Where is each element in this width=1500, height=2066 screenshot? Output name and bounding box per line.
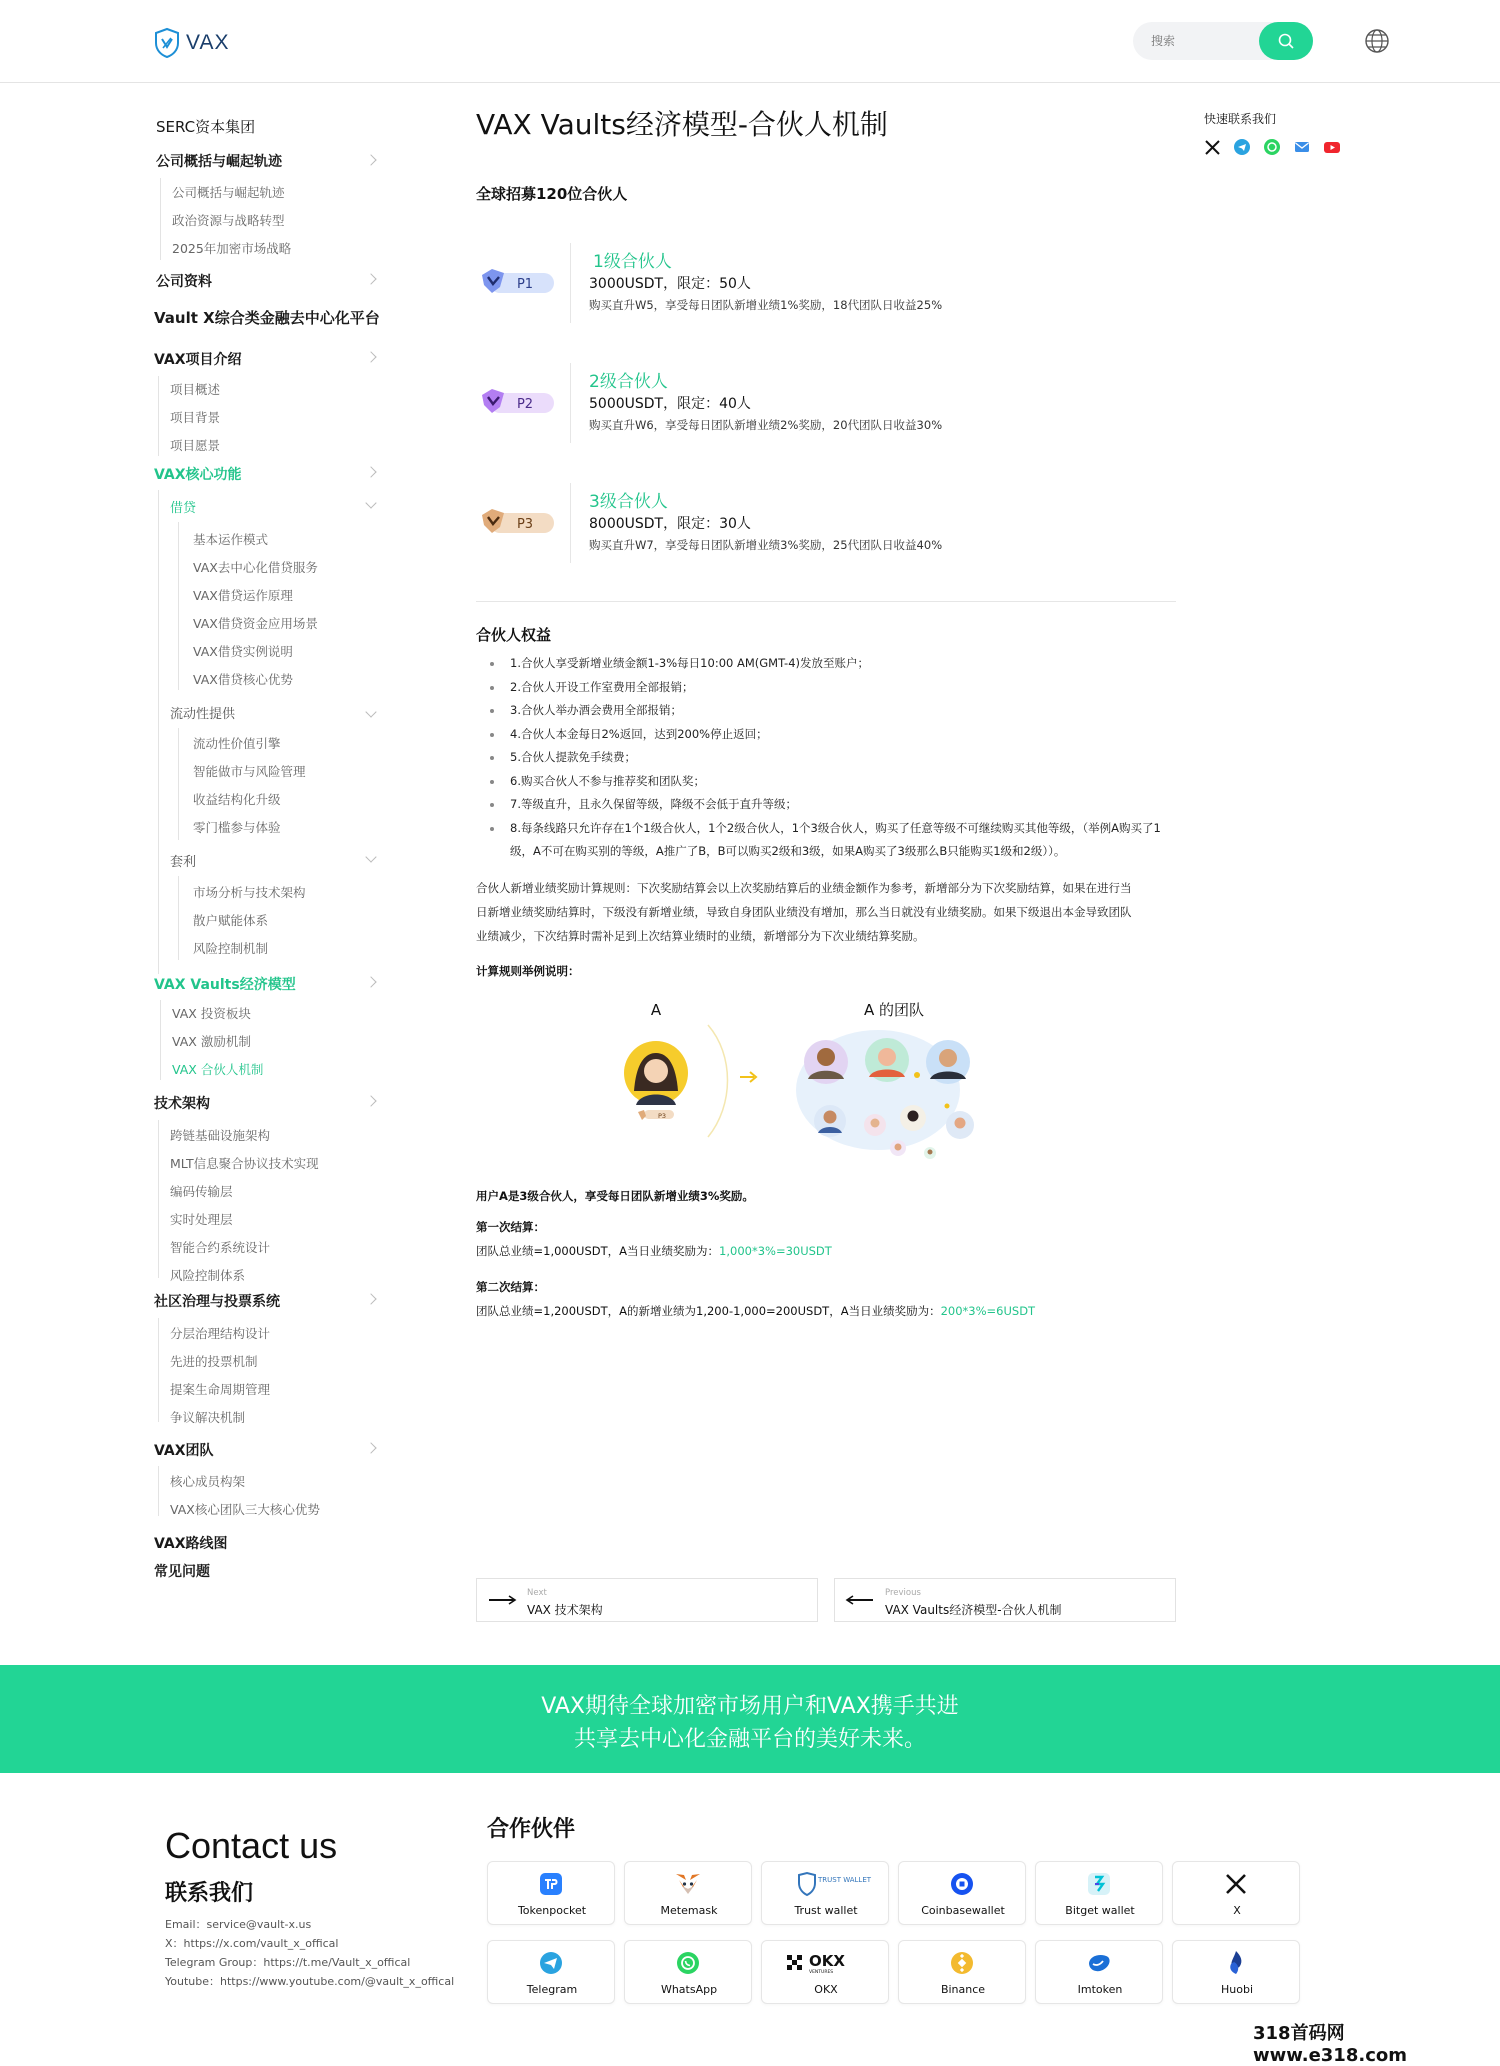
sidebar-subitem[interactable]: 散户赋能体系 xyxy=(193,913,269,928)
chevron-right-icon[interactable] xyxy=(365,154,376,165)
sidebar-item-vax-intro[interactable]: VAX项目介绍 xyxy=(154,352,242,368)
section-divider xyxy=(476,601,1176,602)
rights-item: 4.合伙人本金每日2%返回，达到200%停止返回； xyxy=(476,723,1176,747)
trust-wallet-logo-text: TRUST WALLET xyxy=(818,1876,872,1884)
tree-line xyxy=(158,1318,159,1422)
sidebar-subitem[interactable]: VAX借贷运作原理 xyxy=(193,588,293,603)
banner-line-1: VAX期待全球加密市场用户和VAX携手共进 xyxy=(541,1694,959,1719)
rights-item: 1.合伙人享受新增业绩金额1-3%每日10:00 AM(GMT-4)发放至账户； xyxy=(476,652,1176,676)
arrow-right-icon xyxy=(740,1072,756,1082)
team-avatar xyxy=(804,1040,848,1084)
arrow-right-head-icon xyxy=(507,1595,517,1605)
tree-line xyxy=(178,876,179,960)
sidebar-item-liquidity[interactable]: 流动性提供 xyxy=(170,707,236,722)
sidebar-subitem[interactable]: 分层治理结构设计 xyxy=(170,1326,271,1341)
partner-label: WhatsApp xyxy=(660,1983,718,1996)
example-intro: 用户A是3级合伙人，享受每日团队新增业绩3%奖励。 xyxy=(476,1189,754,1203)
sidebar-subitem[interactable]: 争议解决机制 xyxy=(170,1410,246,1425)
sidebar-subitem[interactable]: VAX核心团队三大核心优势 xyxy=(170,1502,320,1517)
second-settlement-line xyxy=(476,1303,1035,1319)
cta-banner xyxy=(0,1665,1500,1773)
binance-icon xyxy=(949,1950,975,1976)
next-page-link[interactable] xyxy=(476,1578,818,1622)
tier-divider xyxy=(570,243,571,323)
telegram-icon xyxy=(538,1950,564,1976)
tier-price: 3000USDT，限定：50人 xyxy=(589,276,751,292)
sidebar-item-faq[interactable]: 常见问题 xyxy=(154,1564,210,1580)
chevron-right-icon[interactable] xyxy=(365,1095,376,1106)
partner-card-metemask[interactable] xyxy=(624,1861,752,1925)
calc-heading: 计算规则举例说明： xyxy=(476,964,580,978)
tier-badge-label: P3 xyxy=(516,517,534,532)
tier-price: 8000USDT，限定：30人 xyxy=(589,516,751,532)
rights-item: 7.等级直升，且永久保留等级，降级不会低于直升等级； xyxy=(476,793,1176,817)
team-avatar xyxy=(890,1140,906,1156)
chevron-right-icon[interactable] xyxy=(365,466,376,477)
sidebar-subitem[interactable]: 政治资源与战略转型 xyxy=(172,213,285,228)
sidebar-subitem[interactable]: 流动性价值引擎 xyxy=(193,736,281,751)
x-icon xyxy=(1223,1871,1249,1897)
sidebar-subitem[interactable]: 2025年加密市场战略 xyxy=(172,241,292,256)
sidebar-subitem[interactable]: 风险控制体系 xyxy=(170,1268,246,1283)
sidebar-subitem[interactable]: 风险控制机制 xyxy=(193,941,269,956)
sidebar-subitem[interactable]: 基本运作模式 xyxy=(193,532,269,547)
youtube-icon[interactable] xyxy=(1324,139,1340,155)
team-avatar xyxy=(926,1040,970,1084)
search-bar xyxy=(1133,22,1313,60)
coinbase-wallet-icon xyxy=(949,1871,975,1897)
sidebar-subitem[interactable]: 智能做市与风险管理 xyxy=(193,764,306,779)
partner-card-trust-wallet[interactable] xyxy=(761,1861,889,1925)
diagram-badge-label: P3 xyxy=(657,1112,667,1120)
tree-line xyxy=(178,728,179,840)
arrow-left-icon xyxy=(847,1599,873,1601)
tier-badge-p1 xyxy=(480,265,556,299)
sidebar-subitem[interactable]: VAX去中心化借贷服务 xyxy=(193,560,318,575)
sidebar-subitem[interactable]: 市场分析与技术架构 xyxy=(193,885,306,900)
okx-icon xyxy=(787,1950,863,1976)
huobi-icon xyxy=(1223,1950,1249,1976)
diagram-team-label: A 的团队 xyxy=(863,1001,925,1019)
sidebar-subitem[interactable]: VAX 激励机制 xyxy=(172,1034,251,1049)
quick-contact-icons xyxy=(1204,139,1340,155)
sidebar-item-governance[interactable]: 社区治理与投票系统 xyxy=(154,1294,280,1310)
second-settlement-title: 第二次结算： xyxy=(476,1280,545,1294)
rights-item: 5.合伙人提款免手续费； xyxy=(476,746,1176,770)
partner-label: Coinbasewallet xyxy=(921,1904,1005,1917)
sidebar-subitem[interactable]: 公司概括与崛起轨迹 xyxy=(172,185,285,200)
search-icon xyxy=(1277,32,1295,50)
sidebar-subitem[interactable]: VAX借贷资金应用场景 xyxy=(193,616,318,631)
tokenpocket-icon xyxy=(538,1871,564,1897)
second-settlement-text: 团队总业绩=1,200USDT，A的新增业绩为1,200-1,000=200USDT，A当日业绩奖励为： xyxy=(476,1304,941,1318)
tier-desc: 购买直升W7，享受每日团队新增业绩3%奖励，25代团队日收益40% xyxy=(589,538,943,552)
tier-desc: 购买直升W5，享受每日团队新增业绩1%奖励，18代团队日收益25% xyxy=(589,298,943,312)
search-input[interactable] xyxy=(1151,22,1271,60)
partner-card-telegram[interactable] xyxy=(487,1940,615,2004)
previous-page-link[interactable] xyxy=(834,1578,1176,1622)
sidebar-item-tech[interactable]: 技术架构 xyxy=(154,1096,210,1112)
sidebar-subitem[interactable]: 实时处理层 xyxy=(170,1212,233,1227)
x-icon[interactable] xyxy=(1204,139,1220,155)
partner-label: Metemask xyxy=(660,1904,718,1917)
team-avatar xyxy=(900,1105,926,1131)
sidebar-subitem[interactable]: 收益结构化升级 xyxy=(193,792,281,807)
team-avatar xyxy=(946,1111,974,1139)
sidebar-subitem[interactable]: 跨链基础设施架构 xyxy=(170,1128,271,1143)
sidebar-subitem[interactable]: 智能合约系统设计 xyxy=(170,1240,271,1255)
tree-line xyxy=(160,1000,161,1080)
sidebar-subitem[interactable]: 编码传输层 xyxy=(170,1184,233,1199)
bitget-wallet-icon xyxy=(1086,1871,1112,1897)
first-settlement-result: 1,000*3%=30USDT xyxy=(719,1244,832,1258)
tree-line xyxy=(178,522,179,690)
tier-badge-p3 xyxy=(480,505,556,539)
sidebar-item-lending[interactable]: 借贷 xyxy=(170,501,197,516)
okx-logo-subtext: VENTURES xyxy=(809,1970,834,1975)
watermark: 318首码网 www.e318.com xyxy=(1253,2023,1407,2066)
partner-label: Trust wallet xyxy=(794,1904,858,1917)
sidebar-item-arbitrage[interactable]: 套利 xyxy=(170,855,197,870)
team-avatar xyxy=(865,1038,909,1082)
sidebar-item-team[interactable]: VAX团队 xyxy=(154,1443,214,1459)
first-settlement-line xyxy=(476,1243,832,1259)
okx-logo-text: OKX xyxy=(809,1952,845,1970)
sidebar-subitem[interactable]: MLT信息聚合协议技术实现 xyxy=(170,1156,319,1171)
previous-label: VAX Vaults经济模型-合伙人机制 xyxy=(885,1603,1062,1617)
previous-caption: Previous xyxy=(885,1588,921,1598)
rights-heading: 合伙人权益 xyxy=(476,626,552,644)
next-caption: Next xyxy=(527,1588,547,1598)
team-avatar xyxy=(814,1105,846,1137)
contact-youtube[interactable]: Youtube：https://www.youtube.com/@vault_x_offical xyxy=(165,1975,455,1988)
sidebar-subitem[interactable]: 项目愿景 xyxy=(170,438,221,453)
rights-item: 6.购买合伙人不参与推荐奖和团队奖； xyxy=(476,770,1176,794)
tier-title: 3级合伙人 xyxy=(589,492,668,512)
sidebar-subitem[interactable]: 核心成员构架 xyxy=(170,1474,246,1489)
sidebar-subitem[interactable]: 项目背景 xyxy=(170,410,221,425)
partner-tier-3 xyxy=(476,483,996,563)
tier-badge-label: P1 xyxy=(516,277,534,292)
next-label: VAX 技术架构 xyxy=(527,1603,603,1617)
first-settlement-title: 第一次结算： xyxy=(476,1220,545,1234)
metamask-icon xyxy=(675,1871,701,1897)
partner-label: Tokenpocket xyxy=(517,1904,587,1917)
recruit-heading: 全球招募120位合伙人 xyxy=(476,185,628,203)
quick-contact-title: 快速联系我们 xyxy=(1204,112,1277,126)
whatsapp-icon xyxy=(675,1950,701,1976)
partner-label: X xyxy=(1233,1904,1241,1917)
tree-line xyxy=(158,376,159,456)
chevron-down-icon[interactable] xyxy=(365,851,376,862)
chevron-right-icon[interactable] xyxy=(365,1293,376,1304)
whatsapp-icon[interactable] xyxy=(1264,139,1280,155)
sidebar-subitem-active[interactable]: VAX 合伙人机制 xyxy=(172,1062,264,1077)
globe-icon[interactable] xyxy=(1363,27,1391,55)
page-title: VAX Vaults经济模型-合伙人机制 xyxy=(476,108,888,141)
team-avatar xyxy=(864,1114,886,1136)
chevron-right-icon[interactable] xyxy=(365,273,376,284)
contact-x[interactable]: X：https://x.com/vault_x_offical xyxy=(165,1937,339,1950)
partner-card-huobi[interactable] xyxy=(1172,1940,1300,2004)
rights-item: 3.合伙人举办酒会费用全部报销； xyxy=(476,699,1176,723)
sidebar-subitem[interactable]: VAX借贷核心优势 xyxy=(193,672,293,687)
tree-line xyxy=(158,1466,159,1516)
tier-divider xyxy=(570,483,571,563)
partner-card-tokenpocket[interactable] xyxy=(487,1861,615,1925)
partners-heading: 合作伙伴 xyxy=(487,1817,576,1842)
rights-item: 2.合伙人开设工作室费用全部报销； xyxy=(476,676,1176,700)
tier-desc: 购买直升W6，享受每日团队新增业绩2%奖励，20代团队日收益30% xyxy=(589,418,943,432)
search-button[interactable] xyxy=(1259,22,1313,60)
partner-card-whatsapp[interactable] xyxy=(624,1940,752,2004)
partner-tier-1 xyxy=(476,243,996,323)
sidebar-item-vaults-model[interactable]: VAX Vaults经济模型 xyxy=(154,977,296,993)
shield-logo-icon xyxy=(154,28,180,58)
diagram-a-label: A xyxy=(650,1001,662,1019)
partner-card-imtoken[interactable] xyxy=(1035,1940,1163,2004)
partner-label: Imtoken xyxy=(1077,1983,1123,1996)
sidebar-item-company-overview[interactable]: 公司概括与崛起轨迹 xyxy=(156,154,282,170)
partner-card-bitget-wallet[interactable] xyxy=(1035,1861,1163,1925)
second-settlement-result: 200*3%=6USDT xyxy=(940,1304,1036,1318)
sidebar-subitem[interactable]: 先进的投票机制 xyxy=(170,1354,258,1369)
sidebar-item-platform[interactable]: Vault X综合类金融去中心化平台 xyxy=(154,309,380,327)
contact-heading-en: Contact us xyxy=(165,1825,338,1866)
rights-item: 8.每条线路只允许存在1个1级合伙人，1个2级合伙人，1个3级合伙人，购买了任意等级不可继续购买其他等级，（举例A购买了1级，A不可在购买别的等级，A推广了B，B可以购买2级和3级，如果A购买了3级那么B只能购买1级和2级））。 xyxy=(476,817,1176,864)
chevron-down-icon[interactable] xyxy=(365,497,376,508)
first-settlement-text: 团队总业绩=1,000USDT，A当日业绩奖励为： xyxy=(476,1244,720,1258)
site-header xyxy=(0,0,1500,83)
sidebar-subitem[interactable]: 零门槛参与体验 xyxy=(193,820,281,835)
chevron-right-icon[interactable] xyxy=(365,1442,376,1453)
banner-line-2: 共享去中心化金融平台的美好未来。 xyxy=(573,1727,926,1752)
sidebar-item-core-functions[interactable]: VAX核心功能 xyxy=(154,467,242,483)
tier-title: 2级合伙人 xyxy=(589,372,668,392)
sidebar-group-title[interactable]: SERC资本集团 xyxy=(156,118,256,136)
tier-price: 5000USDT，限定：40人 xyxy=(589,396,751,412)
partner-card-coinbasewallet[interactable] xyxy=(898,1861,1026,1925)
partner-label: Bitget wallet xyxy=(1065,1904,1135,1917)
sidebar-item-company-info[interactable]: 公司资料 xyxy=(156,274,212,290)
rule-paragraph: 合伙人新增业绩奖励计算规则：下次奖励结算会以上次奖励结算后的业绩金额作为参考，新增部分为下次奖励结算，如果在进行当日新增业绩奖励结算时，下级没有新增业绩，导致自身团队业绩没有增加，那么当日就没有业绩奖励。如果下级退出本金导致团队业绩减少，下次结算时需补足到上次结算业绩时的业绩，新增部分为下次业绩结算奖励。 xyxy=(476,881,1132,943)
tree-line xyxy=(158,490,159,974)
team-diagram xyxy=(600,995,1000,1170)
tier-divider xyxy=(570,363,571,443)
tier-badge-label: P2 xyxy=(516,397,534,412)
partner-card-binance[interactable] xyxy=(898,1940,1026,2004)
tier-badge-p2 xyxy=(480,385,556,419)
chevron-right-icon[interactable] xyxy=(365,976,376,987)
sidebar-item-roadmap[interactable]: VAX路线图 xyxy=(154,1536,228,1552)
contact-heading-cn: 联系我们 xyxy=(165,1881,254,1906)
sidebar-subitem[interactable]: 项目概述 xyxy=(170,382,221,397)
chevron-down-icon[interactable] xyxy=(365,706,376,717)
team-avatar xyxy=(924,1147,936,1159)
telegram-icon[interactable] xyxy=(1234,139,1250,155)
imtoken-icon xyxy=(1086,1950,1112,1976)
contact-telegram[interactable]: Telegram Group：https://t.me/Vault_x_offical xyxy=(165,1956,411,1969)
trust-wallet-icon xyxy=(795,1871,872,1897)
sidebar-subitem[interactable]: 提案生命周期管理 xyxy=(170,1382,271,1397)
partner-label: Huobi xyxy=(1220,1983,1253,1996)
partner-tier-2 xyxy=(476,363,996,443)
avatar-a xyxy=(624,1041,688,1105)
avatar-badge-p3 xyxy=(638,1110,674,1120)
rights-list xyxy=(476,652,1176,864)
partner-card-okx[interactable] xyxy=(761,1940,889,2004)
tier-title: 1级合伙人 xyxy=(593,252,672,272)
email-icon[interactable] xyxy=(1294,139,1310,155)
partner-card-x[interactable] xyxy=(1172,1861,1300,1925)
partner-label: Binance xyxy=(940,1983,986,1996)
tree-line xyxy=(158,1120,159,1278)
tree-line xyxy=(160,178,161,260)
sidebar-subitem[interactable]: VAX借贷实例说明 xyxy=(193,644,293,659)
logo-text: VAX xyxy=(186,31,230,54)
sidebar-subitem[interactable]: VAX 投资板块 xyxy=(172,1006,251,1021)
vax-logo[interactable] xyxy=(154,28,229,58)
partner-label: OKX xyxy=(814,1983,838,1996)
partner-label: Telegram xyxy=(526,1983,578,1996)
chevron-right-icon[interactable] xyxy=(365,351,376,362)
contact-email[interactable]: Email：service@vault-x.us xyxy=(165,1918,312,1931)
